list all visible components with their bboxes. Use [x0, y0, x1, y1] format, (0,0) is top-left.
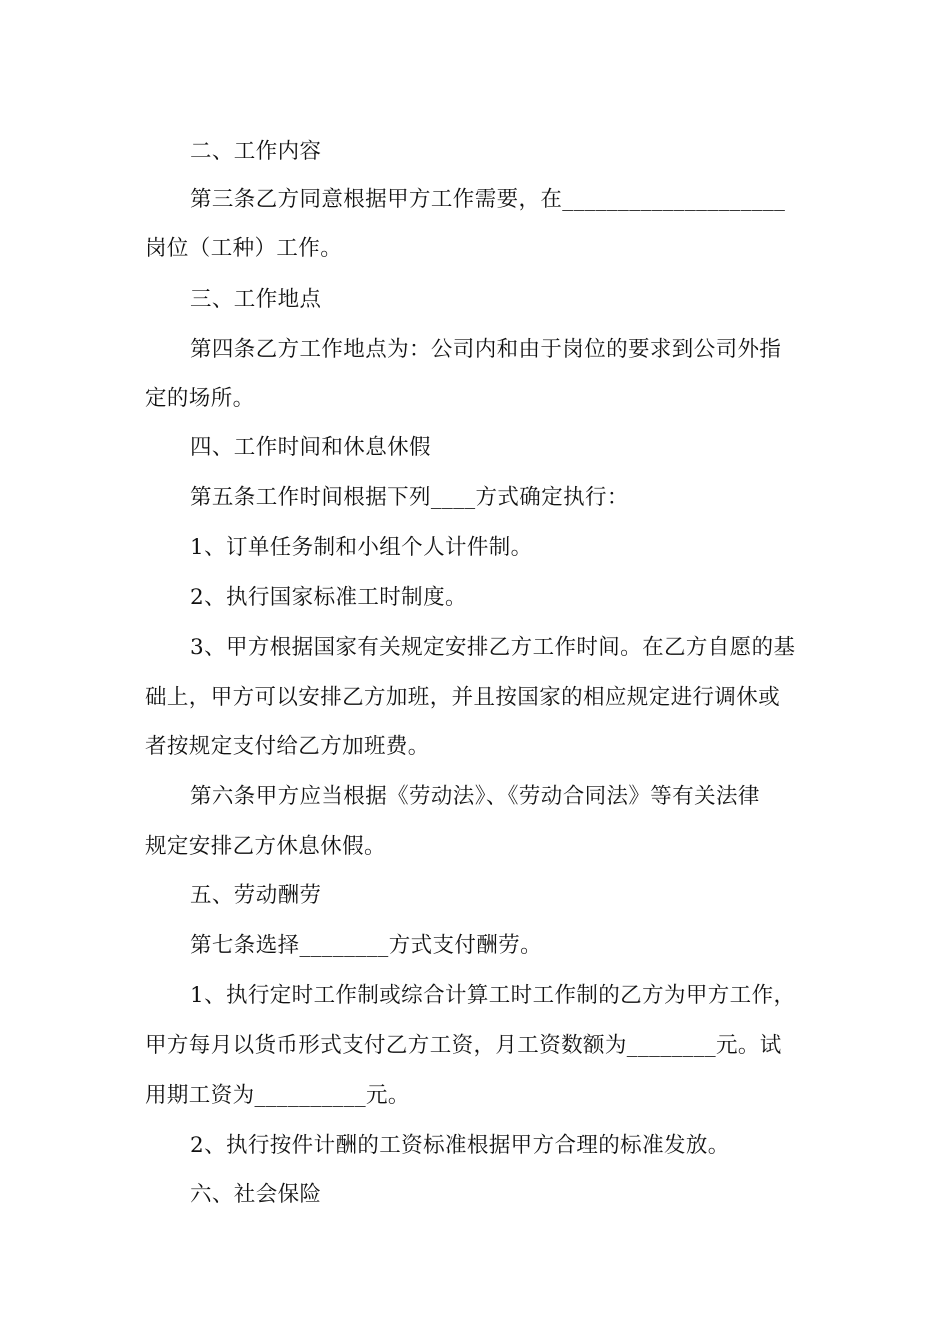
article-6-line-2: 规定安排乙方休息休假。	[145, 834, 386, 859]
article-7-line-1: 第七条选择________方式支付酬劳。	[190, 933, 543, 958]
list-item-2: 2、执行国家标准工时制度。	[190, 585, 467, 610]
list-item-3-line-3: 者按规定支付给乙方加班费。	[145, 734, 430, 759]
article-3-line-1: 第三条乙方同意根据甲方工作需要，在____________________	[190, 187, 786, 212]
section-heading-work-hours: 四、工作时间和休息休假	[190, 435, 431, 460]
section-heading-work-content: 二、工作内容	[190, 139, 322, 164]
section-heading-work-location: 三、工作地点	[190, 287, 322, 312]
section-heading-social-insurance: 六、社会保险	[190, 1182, 322, 1207]
pay-item-2: 2、执行按件计酬的工资标准根据甲方合理的标准发放。	[190, 1133, 730, 1158]
article-4-line-1: 第四条乙方工作地点为：公司内和由于岗位的要求到公司外指	[190, 337, 782, 362]
pay-item-1-line-1: 1、执行定时工作制或综合计算工时工作制的乙方为甲方工作，	[190, 983, 796, 1008]
pay-item-1-line-3: 用期工资为__________元。	[145, 1083, 410, 1108]
pay-item-1-line-2: 甲方每月以货币形式支付乙方工资，月工资数额为________元。试	[145, 1033, 782, 1058]
section-heading-remuneration: 五、劳动酬劳	[190, 883, 322, 908]
article-6-line-1: 第六条甲方应当根据《劳动法》、《劳动合同法》等有关法律	[190, 784, 760, 809]
article-5-line-1: 第五条工作时间根据下列____方式确定执行：	[190, 485, 629, 510]
article-4-line-2: 定的场所。	[145, 386, 255, 411]
list-item-1: 1、订单任务制和小组个人计件制。	[190, 535, 533, 560]
list-item-3-line-1: 3、甲方根据国家有关规定安排乙方工作时间。在乙方自愿的基	[190, 635, 796, 660]
list-item-3-line-2: 础上，甲方可以安排乙方加班，并且按国家的相应规定进行调休或	[145, 685, 781, 710]
article-3-line-2: 岗位（工种）工作。	[145, 236, 343, 261]
